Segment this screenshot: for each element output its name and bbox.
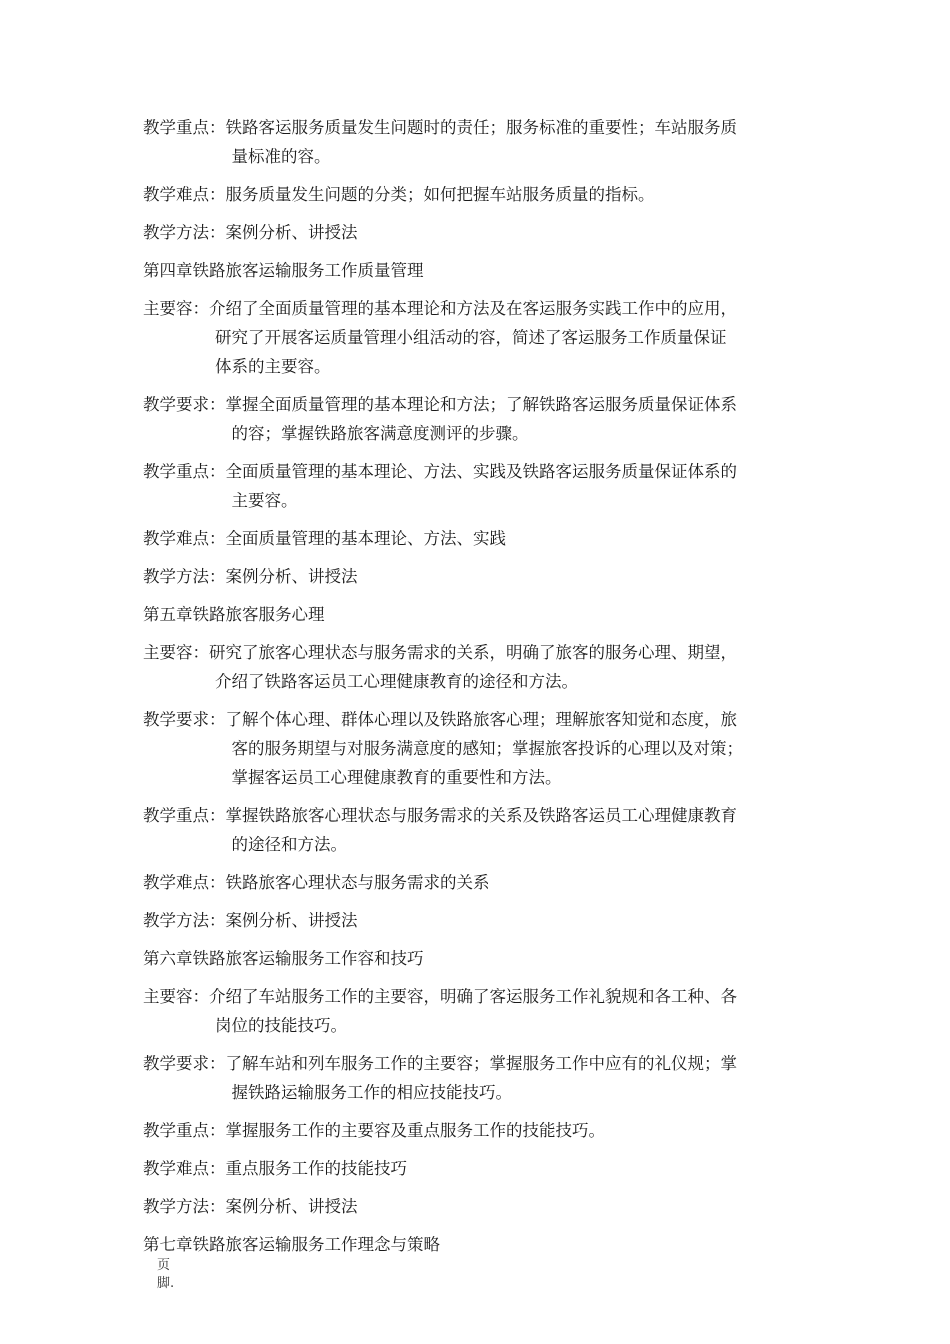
section-item [143,868,813,897]
item-label: 教学方法： [143,223,226,242]
section-item [143,524,813,553]
item-label: 教学要求： [143,1054,226,1073]
item-text [226,1192,814,1221]
item-label: 教学难点： [143,185,226,204]
section-item [143,982,813,1040]
item-text [226,1116,814,1145]
text-line: 铁路客运服务质量发生问题时的责任；服务标准的重要性；车站服务质 [225,118,737,137]
item-text [226,1049,814,1107]
text-line: 体系的主要容。 [215,357,331,376]
item-text [226,801,814,859]
text-line: 握铁路运输服务工作的相应技能技巧。 [231,1083,512,1102]
text-line: 案例分析、讲授法 [225,223,358,242]
text-line: 重点服务工作的技能技巧 [225,1159,407,1178]
item-text [209,294,813,381]
text-line: 掌握全面质量管理的基本理论和方法；了解铁路客运服务质量保证体系 [225,395,737,414]
section-item [143,1154,813,1183]
text-line: 掌握铁路旅客心理状态与服务需求的关系及铁路客运员工心理健康教育 [225,806,737,825]
text-line: 案例分析、讲授法 [225,1197,358,1216]
section-item [143,1049,813,1107]
text-line: 了解个体心理、群体心理以及铁路旅客心理；理解旅客知觉和态度，旅 [225,710,737,729]
section-item [143,113,813,171]
item-text [209,982,813,1040]
item-text [226,562,814,591]
item-label: 教学重点： [143,806,226,825]
item-text [209,638,813,696]
item-text [226,180,814,209]
text-line: 介绍了铁路客运员工心理健康教育的途径和方法。 [215,672,578,691]
page-footer [157,1257,187,1293]
section-item [143,906,813,935]
text-line: 介绍了车站服务工作的主要容，明确了客运服务工作礼貌规和各工种、各 [209,987,737,1006]
text-line: 掌握服务工作的主要容及重点服务工作的技能技巧。 [225,1121,605,1140]
item-text [226,705,814,792]
item-label: 教学要求： [143,710,226,729]
section-item [143,638,813,696]
chapter-heading: 第四章铁路旅客运输服务工作质量管理 [143,261,424,280]
item-label: 教学重点： [143,118,226,137]
item-label: 教学要求： [143,395,226,414]
chapter-heading: 第七章铁路旅客运输服务工作理念与策略 [143,1235,440,1254]
text-line: 介绍了全面质量管理的基本理论和方法及在客运服务实践工作中的应用， [209,299,737,318]
item-text [226,1154,814,1183]
section-item [143,180,813,209]
text-line: 的途径和方法。 [231,835,347,854]
footer-line-1: 页 [157,1258,171,1273]
text-line: 的容；掌握铁路旅客满意度测评的步骤。 [231,424,529,443]
chapter-heading: 第六章铁路旅客运输服务工作容和技巧 [143,949,424,968]
item-label: 教学重点： [143,1121,226,1140]
footer-line-2: 脚. [157,1276,175,1291]
item-label: 主要容： [143,299,209,318]
section-item [143,294,813,381]
section-item [143,1116,813,1145]
text-line: 服务质量发生问题的分类；如何把握车站服务质量的指标。 [225,185,655,204]
item-label: 主要容： [143,643,209,662]
text-line: 岗位的技能技巧。 [215,1016,347,1035]
item-text [226,868,814,897]
item-label: 教学方法： [143,911,226,930]
section-item [143,390,813,448]
item-label: 教学难点： [143,1159,226,1178]
text-line: 案例分析、讲授法 [225,911,358,930]
section-item [143,562,813,591]
item-text [226,113,814,171]
text-line: 全面质量管理的基本理论、方法、实践及铁路客运服务质量保证体系的 [225,462,737,481]
item-text [226,524,814,553]
item-text [226,906,814,935]
text-line: 掌握客运员工心理健康教育的重要性和方法。 [231,768,562,787]
section-item [143,1192,813,1221]
chapter-heading: 第五章铁路旅客服务心理 [143,605,325,624]
item-label: 教学方法： [143,1197,226,1216]
item-text [226,218,814,247]
document-body [143,113,813,1268]
section-item [143,218,813,247]
item-label: 教学方法： [143,567,226,586]
text-line: 案例分析、讲授法 [225,567,358,586]
item-label: 教学难点： [143,529,226,548]
item-label: 教学重点： [143,462,226,481]
text-line: 全面质量管理的基本理论、方法、实践 [225,529,506,548]
item-text [226,457,814,515]
text-line: 量标准的容。 [231,147,331,166]
text-line: 研究了旅客心理状态与服务需求的关系，明确了旅客的服务心理、期望， [209,643,737,662]
section-item [143,705,813,792]
section-item [143,457,813,515]
text-line: 铁路旅客心理状态与服务需求的关系 [225,873,490,892]
text-line: 研究了开展客运质量管理小组活动的容，简述了客运服务工作质量保证 [215,328,727,347]
item-text [226,390,814,448]
item-label: 主要容： [143,987,209,1006]
text-line: 主要容。 [231,491,298,510]
text-line: 客的服务期望与对服务满意度的感知；掌握旅客投诉的心理以及对策； [231,739,743,758]
item-label: 教学难点： [143,873,226,892]
section-item [143,801,813,859]
text-line: 了解车站和列车服务工作的主要容；掌握服务工作中应有的礼仪规；掌 [225,1054,737,1073]
